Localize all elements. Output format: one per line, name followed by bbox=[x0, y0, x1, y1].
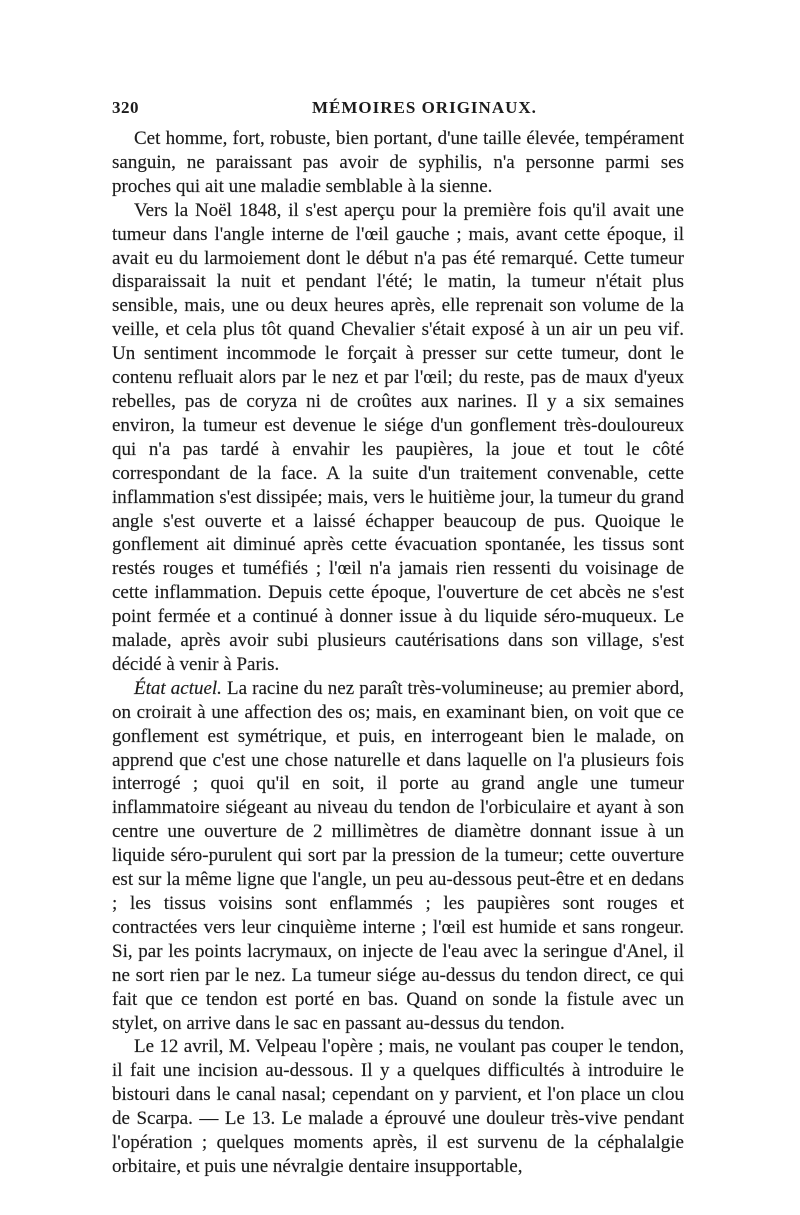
etat-actuel-label: État actuel. bbox=[134, 677, 222, 699]
page-number: 320 bbox=[112, 98, 139, 117]
body-text bbox=[112, 127, 684, 1179]
paragraph-3 bbox=[112, 677, 684, 1036]
paragraph-3-text: La racine du nez paraît très-volumineuse; au premier abord, on croirait à une affection des os; mais, en examinant bien, on voit que ce gonflement est symétrique, et puis, en interrogeant bien le malade, on apprend que c'est une chose naturelle et dans laquelle on l'a plusieurs fois interrogé ; quoi qu'il en soit, il porte au grand angle une tumeur inflammatoire siégeant au niveau du tendon de l'orbiculaire et ayant à son centre une ouverture de 2 millimètres de diamètre donnant issue à un liquide séro-purulent qui sort par la pression de la tumeur; cette ouverture est sur la même ligne que l'angle, un peu au-dessous peut-être et en dedans ; les tissus voisins sont enflammés ; les paupières sont rouges et contractées vers leur cinquième interne ; l'œil est humide et sans rongeur. Si, par les points lacrymaux, on injecte de l'eau avec la seringue d'Anel, il ne sort rien par le nez. La tumeur siége au-dessus du tendon direct, ce qui fait que ce tendon est porté en bas. Quand on sonde la fistule avec un stylet, on arrive dans le sac en passant au-dessus du tendon. bbox=[112, 677, 684, 1034]
paragraph-4: Le 12 avril, M. Velpeau l'opère ; mais, ne voulant pas couper le tendon, il fait une incision au-dessous. Il y a quelques difficultés à introduire le bistouri dans le canal nasal; cependant on y parvient, et l'on place un clou de Scarpa. — Le 13. Le malade a éprouvé une douleur très-vive pendant l'opération ; quelques moments après, il est survenu de la céphalalgie orbitaire, et puis une névralgie dentaire insupportable, bbox=[112, 1036, 684, 1177]
paragraph-2: Vers la Noël 1848, il s'est aperçu pour la première fois qu'il avait une tumeur dans l'angle interne de l'œil gauche ; mais, avant cette époque, il avait eu du larmoiement dont le début n'a pas été remarqué. Cette tumeur disparaissait la nuit et pendant l'été; le matin, la tumeur n'était plus sensible, mais, une ou deux heures après, elle reprenait son volume de la veille, et cela plus tôt quand Chevalier s'était exposé à un air un peu vif. Un sentiment incommode le forçait à presser sur cette tumeur, dont le contenu refluait alors par le nez et par l'œil; du reste, pas de maux d'yeux rebelles, pas de coryza ni de croûtes aux narines. Il y a six semaines environ, la tumeur est devenue le siége d'un gonflement très-douloureux qui n'a pas tardé à envahir les paupières, la joue et tout le côté correspondant de la face. A la suite d'un traitement convenable, cette inflammation s'est dissipée; mais, vers le huitième jour, la tumeur du grand angle s'est ouverte et a laissé échapper beaucoup de pus. Quoique le gonflement ait diminué après cette évacuation spontanée, les tissus sont restés rouges et tuméfiés ; l'œil n'a jamais rien ressenti du voisinage de cette inflammation. Depuis cette époque, l'ouverture de cet abcès ne s'est point fermée et a continué à donner issue à du liquide séro-muqueux. Le malade, après avoir subi plusieurs cautérisations dans son village, s'est décidé à venir à Paris. bbox=[112, 199, 684, 675]
running-header bbox=[112, 98, 690, 122]
running-title: MÉMOIRES ORIGINAUX. bbox=[312, 98, 537, 117]
paragraph-1: Cet homme, fort, robuste, bien portant, d'une taille élevée, tempérament sanguin, ne paraissant pas avoir de syphilis, n'a personne parmi ses proches qui ait une maladie semblable à la sienne. bbox=[112, 128, 684, 197]
